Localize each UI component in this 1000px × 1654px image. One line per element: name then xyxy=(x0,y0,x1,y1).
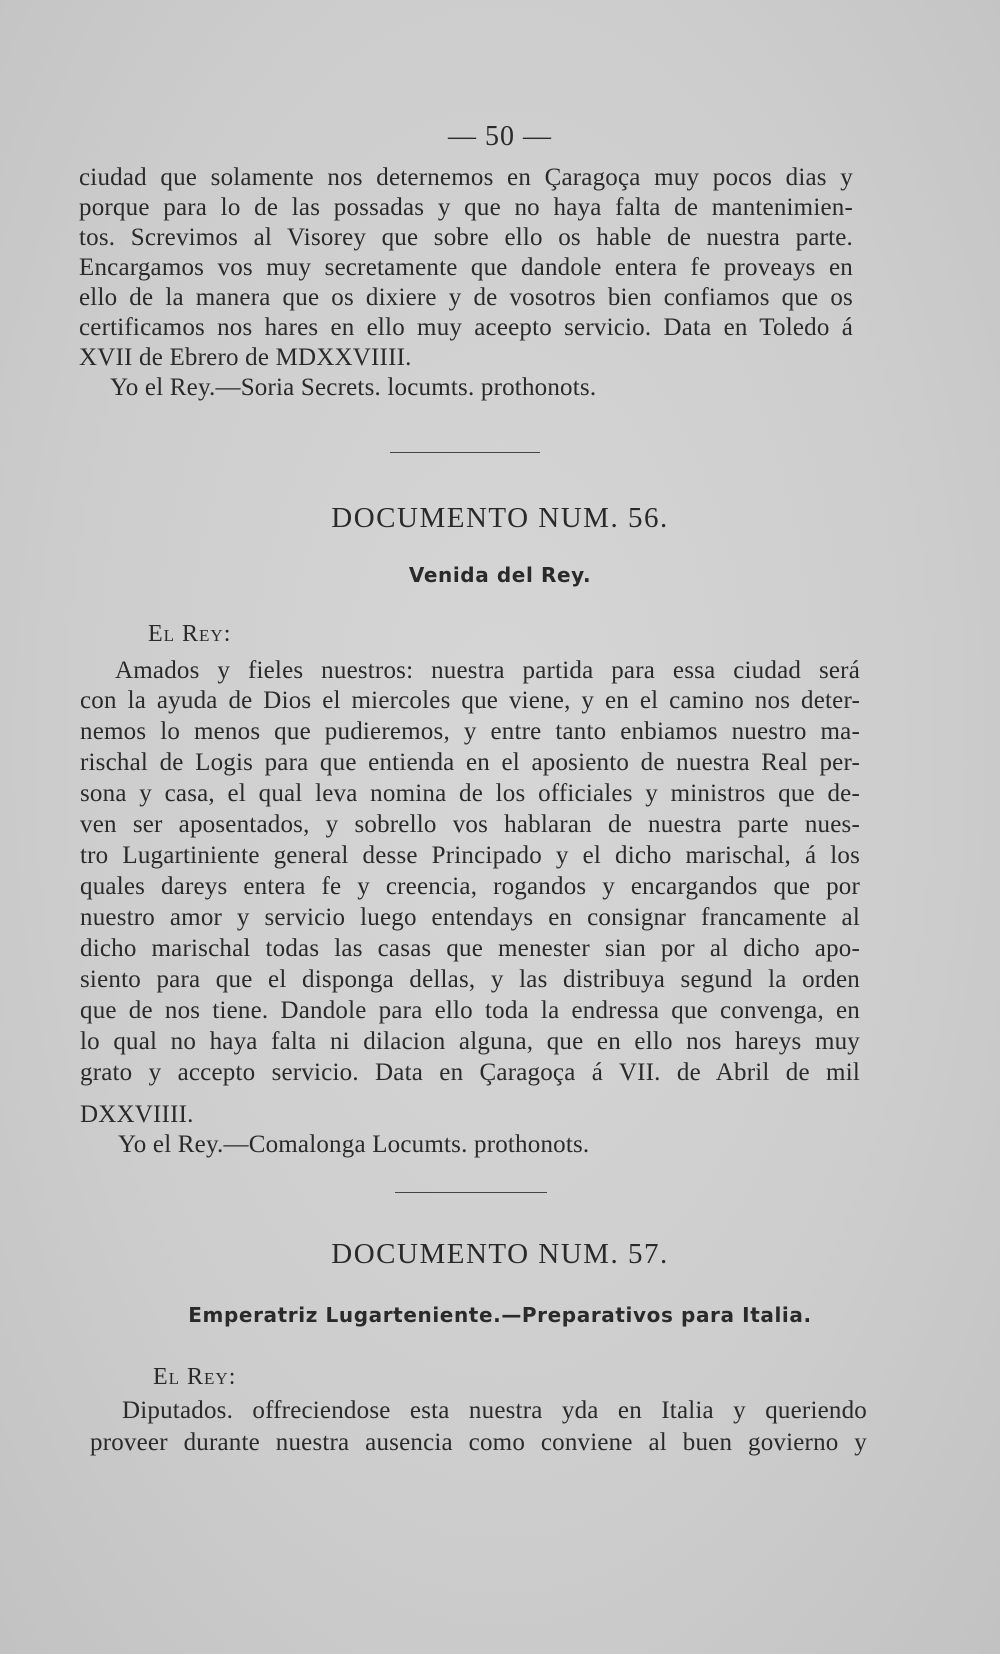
text-line: que de nos tiene. Dandole para ello toda la endressa que convenga, en xyxy=(80,997,860,1024)
text-line: siento para que el disponga dellas, y las distribuya segund la orden xyxy=(80,966,860,993)
text-line: tos. Screvimos al Visorey que sobre ello os hable de nuestra parte. xyxy=(79,224,853,251)
document-title: DOCUMENTO NUM. 57. xyxy=(331,1238,669,1270)
page-number: — 50 — xyxy=(448,121,552,152)
separator-rule xyxy=(395,1192,547,1193)
text-line: Diputados. offreciendose esta nuestra yda en Italia y queriendo xyxy=(122,1397,867,1424)
text-line: DXXVIIII. xyxy=(80,1101,194,1128)
text-line: rischal de Logis para que entienda en el aposiento de nuestra Real per- xyxy=(80,749,860,776)
text-line: certificamos nos hares en ello muy aceepto servicio. Data en Toledo á xyxy=(79,314,853,341)
signature-line: Yo el Rey.—Soria Secrets. locumts. prothonots. xyxy=(110,374,597,401)
document-subtitle: Emperatriz Lugarteniente.—Preparativos para Italia. xyxy=(188,1303,812,1327)
separator-rule xyxy=(390,452,540,453)
text-line: nemos lo menos que pudieremos, y entre tanto enbiamos nuestro ma- xyxy=(80,718,860,745)
document-title: DOCUMENTO NUM. 56. xyxy=(331,502,669,534)
text-line: dicho marischal todas las casas que menester sian por al dicho apo- xyxy=(80,935,860,962)
text-line: con la ayuda de Dios el miercoles que viene, y en el camino nos deter- xyxy=(80,687,860,714)
text-line: ven ser aposentados, y sobrello vos hablaran de nuestra parte nues- xyxy=(80,811,860,838)
text-line: ello de la manera que os dixiere y de vosotros bien confiamos que os xyxy=(79,284,853,311)
text-line: quales dareys entera fe y creencia, rogandos y encargandos que por xyxy=(80,873,860,900)
text-line: porque para lo de las possadas y que no haya falta de mantenimien- xyxy=(79,194,853,221)
text-line: Encargamos vos muy secretamente que dandole entera fe proveays en xyxy=(79,254,853,281)
text-line: XVII de Ebrero de MDXXVIIII. xyxy=(79,344,412,371)
text-line: lo qual no haya falta ni dilacion alguna, que en ello nos hareys muy xyxy=(80,1028,860,1055)
signature-line: Yo el Rey.—Comalonga Locumts. prothonots. xyxy=(118,1131,590,1158)
document-subtitle: Venida del Rey. xyxy=(408,563,592,587)
text-line: ciudad que solamente nos deternemos en Çaragoça muy pocos dias y xyxy=(79,164,853,191)
text-line: proveer durante nuestra ausencia como conviene al buen govierno y xyxy=(90,1429,867,1456)
text-line: Amados y fieles nuestros: nuestra partida para essa ciudad será xyxy=(115,657,860,684)
text-line: grato y accepto servicio. Data en Çaragoça á VII. de Abril de mil xyxy=(80,1059,860,1086)
text-line: nuestro amor y servicio luego entendays en consignar francamente al xyxy=(80,904,860,931)
salutation: El Rey: xyxy=(153,1364,237,1390)
text-line: tro Lugartiniente general desse Principado y el dicho marischal, á los xyxy=(80,842,860,869)
salutation: El Rey: xyxy=(148,621,232,647)
text-line: sona y casa, el qual leva nomina de los officiales y ministros que de- xyxy=(80,780,860,807)
